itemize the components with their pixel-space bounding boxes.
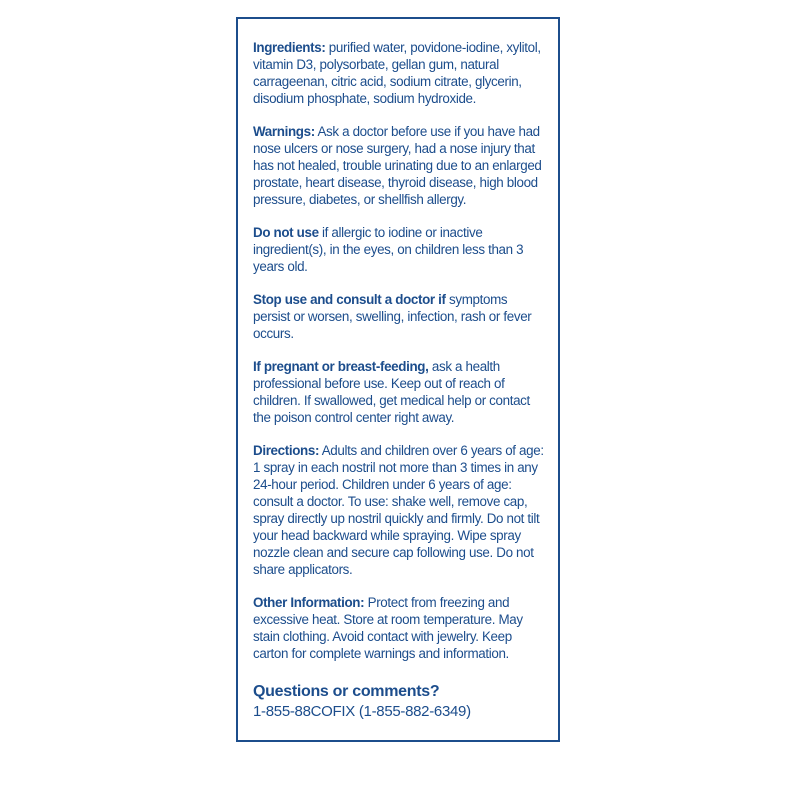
directions-text: Adults and children over 6 years of age: 1 spray in each nostril not more than 3 times in any 24-hour period. Children under 6 years of age: consult a doctor. To use: shake well, remove cap, spray directly up nostril quickly and firmly. Do not tilt your head backward while spraying. Wipe spray nozzle clean and secure cap following use. Do not share applicators. <box>253 443 544 577</box>
drug-facts-panel <box>236 17 560 742</box>
do-not-use-heading: Do not use <box>253 225 319 240</box>
directions-section <box>253 442 544 578</box>
other-information-heading: Other Information: <box>253 595 365 610</box>
ingredients-section <box>253 39 544 107</box>
pregnant-text: ask a health professional before use. Keep out of reach of children. If swallowed, get medical help or contact the poison control center right away. <box>253 359 530 425</box>
pregnant-heading: If pregnant or breast-feeding, <box>253 359 429 374</box>
warnings-heading: Warnings: <box>253 124 315 139</box>
contact-phone: 1-855-88COFIX (1-855-882-6349) <box>253 703 471 720</box>
other-information-section <box>253 594 544 662</box>
stop-use-text: symptoms persist or worsen, swelling, infection, rash or fever occurs. <box>253 292 532 341</box>
questions-heading: Questions or comments? <box>253 683 440 700</box>
warnings-section <box>253 123 544 208</box>
other-information-text: Protect from freezing and excessive heat. Store at room temperature. May stain clothing. Avoid contact with jewelry. Keep carton for complete warnings and information. <box>253 595 523 661</box>
questions-section <box>253 682 544 722</box>
do-not-use-section <box>253 224 544 275</box>
do-not-use-text: if allergic to iodine or inactive ingredient(s), in the eyes, on children less than 3 years old. <box>253 225 524 274</box>
ingredients-text: purified water, povidone-iodine, xylitol, vitamin D3, polysorbate, gellan gum, natural carrageenan, citric acid, sodium citrate, glycerin, disodium phosphate, sodium hydroxide. <box>253 40 541 106</box>
warnings-text: Ask a doctor before use if you have had nose ulcers or nose surgery, had a nose injury that has not healed, trouble urinating due to an enlarged prostate, heart disease, thyroid disease, high blood pressure, diabetes, or shellfish allergy. <box>253 124 542 207</box>
pregnant-section <box>253 358 544 426</box>
stop-use-heading: Stop use and consult a doctor if <box>253 292 446 307</box>
ingredients-heading: Ingredients: <box>253 40 326 55</box>
directions-heading: Directions: <box>253 443 320 458</box>
stop-use-section <box>253 291 544 342</box>
